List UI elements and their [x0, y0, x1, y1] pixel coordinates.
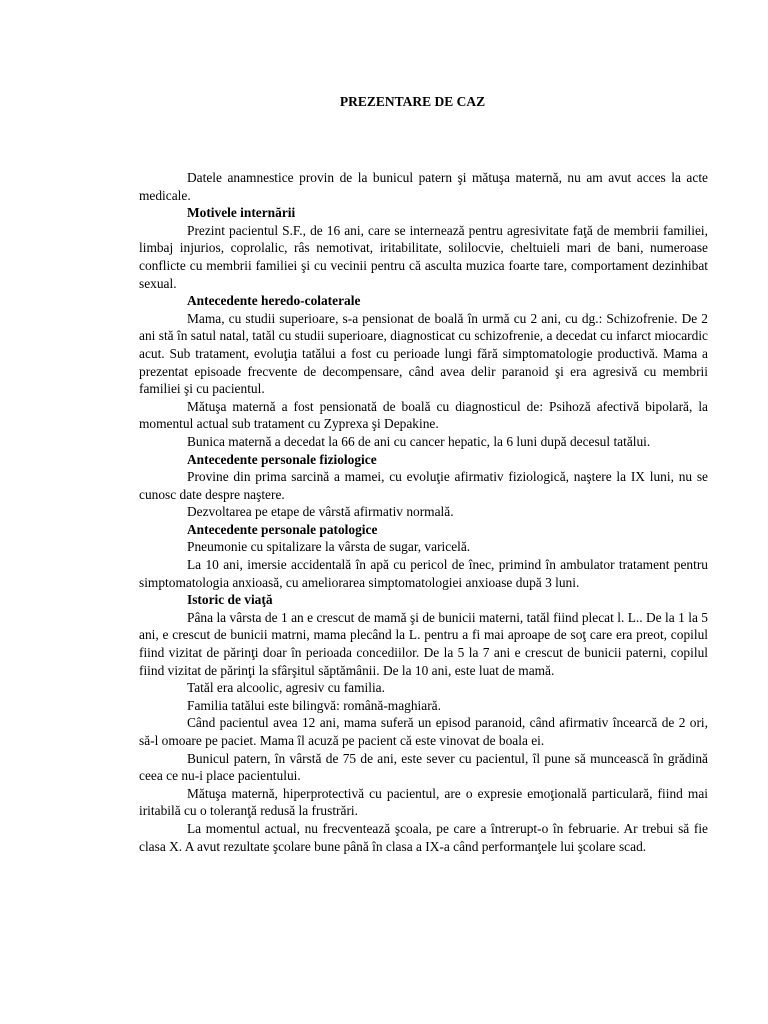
- fiziologice-paragraph-1: Provine din prima sarcină a mamei, cu evoluţie afirmativ fiziologică, naştere la IX luni, nu se cunosc date despre naştere.: [139, 469, 708, 502]
- intro-paragraph: Datele anamnestice provin de la bunicul patern şi mătuşa maternă, nu am avut acces la acte medicale.: [139, 170, 708, 203]
- fiziologice-paragraph-2: Dezvoltarea pe etape de vârstă afirmativ normală.: [187, 504, 454, 520]
- heading-patologice: Antecedente personale patologice: [187, 521, 378, 537]
- heredo-paragraph-3: Bunica maternă a decedat la 66 de ani cu cancer hepatic, la 6 luni după decesul tatălui.: [187, 433, 651, 449]
- istoric-paragraph-4: Când pacientul avea 12 ani, mama suferă un episod paranoid, când afirmativ încearcă de 2 ori, să-l omoare pe paciet. Mama îl acuză pe pacient că este vinovat de boala ei.: [139, 715, 708, 748]
- patologice-paragraph-1: Pneumonie cu spitalizare la vârsta de sugar, varicelă.: [187, 539, 471, 555]
- istoric-paragraph-2: Tatăl era alcoolic, agresiv cu familia.: [187, 680, 385, 696]
- heading-fiziologice: Antecedente personale fiziologice: [187, 451, 377, 467]
- istoric-paragraph-1: Pâna la vârsta de 1 an e crescut de mamă şi de bunicii materni, tatăl fiind plecat l. L.. De la 1 la 5 ani, e crescut de bunicii matrni, mama plecând la L. pentru a fi mai aproape de soţ care era preot, copilul fiind vizitat de părinţi doar în perioada concediilor. De la 5 la 7 ani e crescut de bunicii paterni, copilul fiind vizitat de părinţi la sfârşitul săptămânii. De la 10 ani, este luat de mamă.: [139, 609, 708, 678]
- istoric-paragraph-3: Familia tatălui este bilingvă: română-maghiară.: [187, 697, 441, 713]
- istoric-paragraph-6: Mătuşa maternă, hiperprotectivă cu pacientul, are o expresie emoţională particulară, fiind mai iritabilă cu o toleranţă redusă la frustrări.: [139, 785, 708, 819]
- heading-motive: Motivele internării: [187, 205, 296, 221]
- heredo-paragraph-1: Mama, cu studii superioare, s-a pensionat de boală în urmă cu 2 ani, cu dg.: Schizofrenie. De 2 ani stă în satul natal, tatăl cu studii superioare, diagnosticat cu schizofrenie, a decedat cu infarct miocardic acut. Sub tratament, evoluţia tatălui a fost cu perioade lungi fără simptomatologie productivă. Mama a prezentat episoade frecvente de decompensare, când avea delir paranoid şi era agresivă cu membrii familiei şi cu pacientul.: [139, 310, 708, 397]
- heading-heredo: Antecedente heredo-colaterale: [187, 293, 361, 309]
- heredo-paragraph-2: Mătuşa maternă a fost pensionată de boală cu diagnosticul de: Psihoză afectivă bipolară, la momentul actual sub tratament cu Zyprexa şi Depakine.: [139, 398, 708, 432]
- document-title: PREZENTARE DE CAZ: [339, 94, 486, 109]
- heading-istoric: Istoric de viaţă: [187, 592, 273, 608]
- patologice-paragraph-2: La 10 ani, imersie accidentală în apă cu pericol de înec, primind în ambulator tratament pentru simptomatologia anxioasă, cu ameliorarea simptomatologiei anxioase după 3 luni.: [139, 557, 708, 590]
- istoric-paragraph-7: La momentul actual, nu frecventează şcoala, pe care a întrerupt-o în februarie. Ar trebui să fie clasa X. A avut rezultate şcolare bune până în clasa a IX-a când performanţele lui şcolare scad.: [139, 820, 708, 854]
- istoric-paragraph-5: Bunicul patern, în vârstă de 75 de ani, este sever cu pacientul, îl pune să muncească în grădină ceea ce nu-i place pacientului.: [139, 750, 708, 784]
- motive-paragraph: Prezint pacientul S.F., de 16 ani, care se internează pentru agresivitate faţă de membrii familiei, limbaj injurios, coprolalic, râs nemotivat, iritabilitate, solilocvie, cheltuieli mari de bani, numeroase conflicte cu membrii familiei şi cu vecinii pentru că asculta muzica foarte tare, comportament dezinhibat sexual.: [139, 222, 708, 291]
